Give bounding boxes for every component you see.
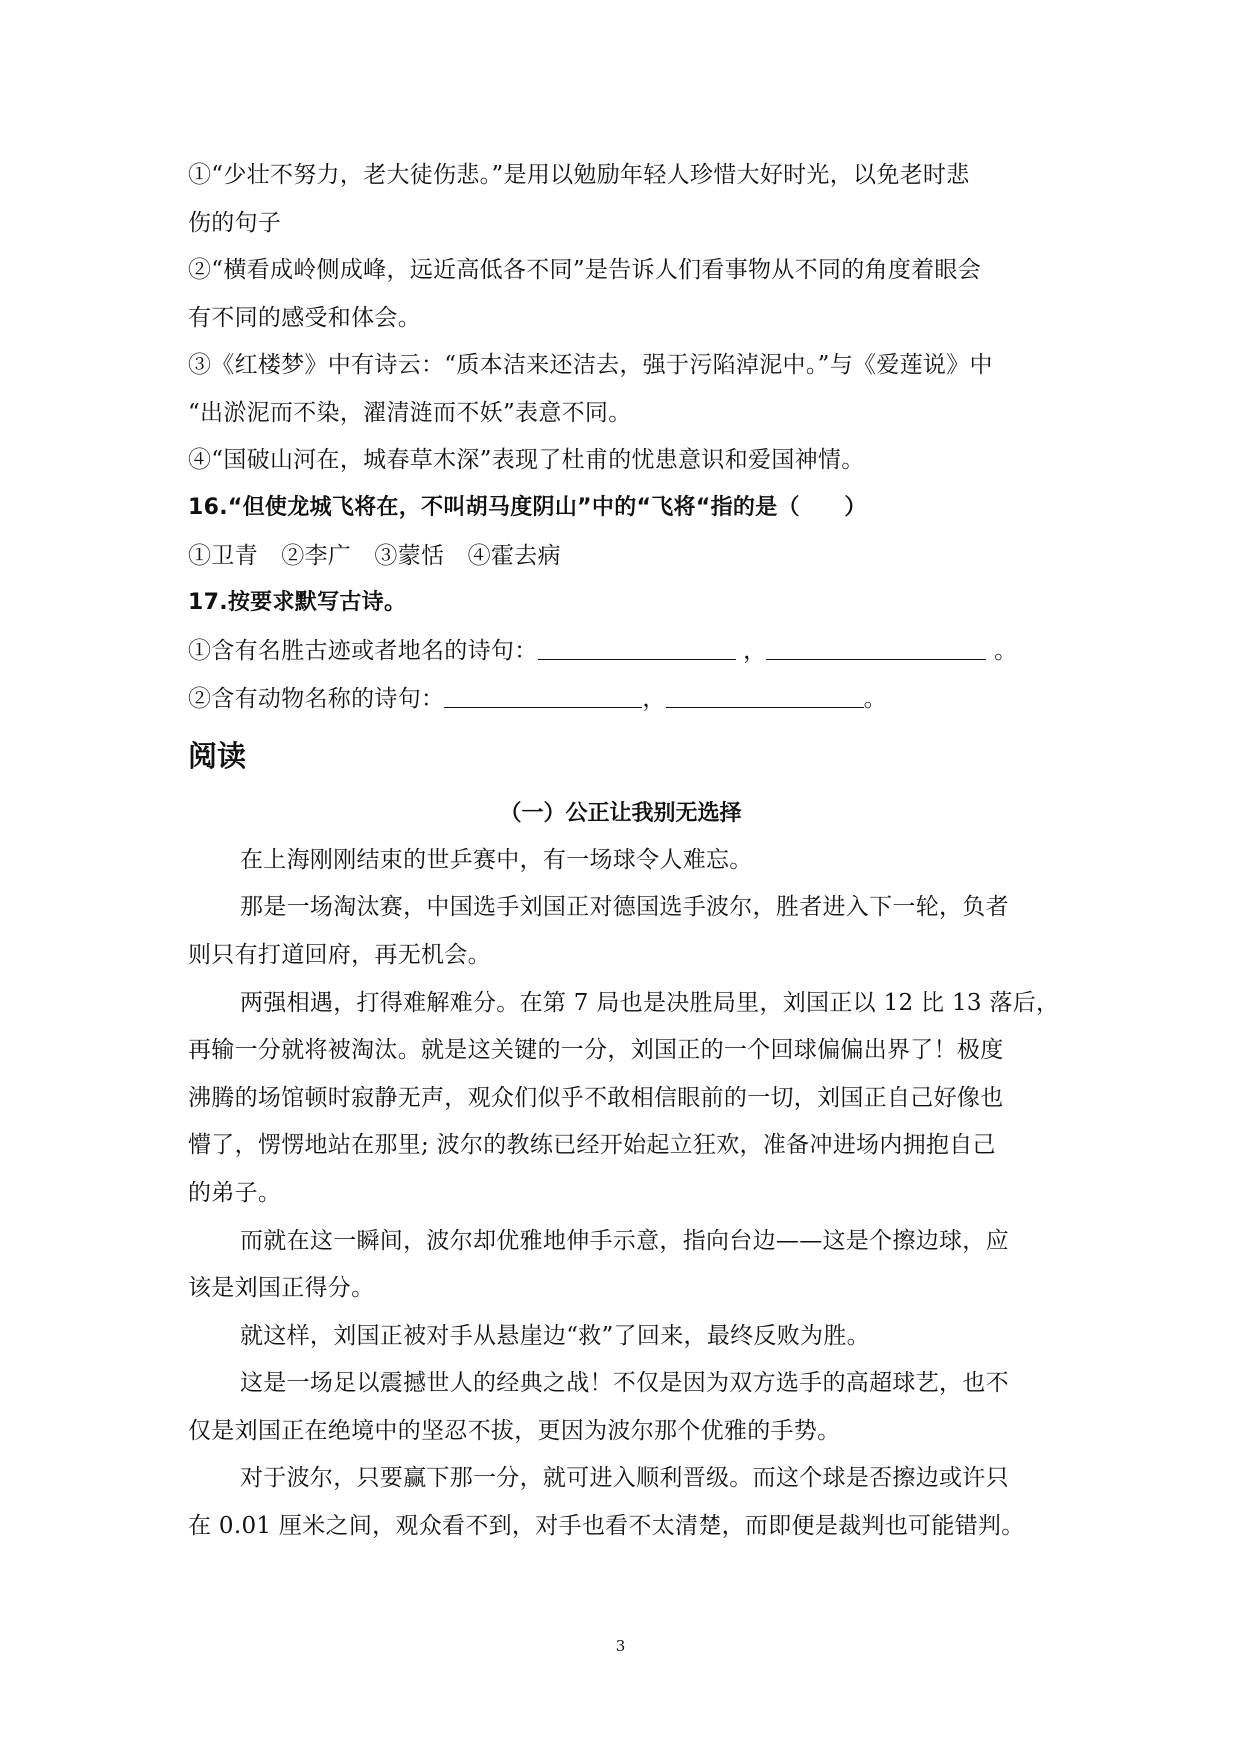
text-line: 有不同的感受和体会。 xyxy=(188,305,421,331)
passage-line: 则只有打道回府，再无机会。 xyxy=(188,942,491,968)
passage-line: 的弟子。 xyxy=(188,1180,282,1206)
item-2-separator: ， xyxy=(642,686,666,712)
question-16-options: ①卫青 ②李广 ③蒙恬 ④霍去病 xyxy=(188,543,561,569)
answer-blank[interactable] xyxy=(766,637,986,660)
item-1-separator: ， xyxy=(743,638,767,664)
text-line: ④“国破山河在，城春草木深”表现了杜甫的忧患意识和爱国神情。 xyxy=(188,447,865,473)
item-1-label: ①含有名胜古迹或者地名的诗句： xyxy=(188,638,538,664)
passage-line: 在 0.01 厘米之间，观众看不到，对手也看不太清楚，而即便是裁判也可能错判。 xyxy=(188,1513,1025,1539)
passage-line: 在上海刚刚结束的世乒赛中，有一场球令人难忘。 xyxy=(240,847,753,873)
item-2-label: ②含有动物名称的诗句： xyxy=(188,686,445,712)
question-16-stem: 16.“但使龙城飞将在，不叫胡马度阴山”中的“飞将“指的是（ ） xyxy=(188,495,867,520)
text-line: ②“横看成岭侧成峰，远近高低各不同”是告诉人们看事物从不同的角度着眼会 xyxy=(188,257,982,283)
text-line: ③《红楼梦》中有诗云：“质本洁来还洁去，强于污陷淖泥中。”与《爱莲说》中 xyxy=(188,352,993,378)
text-line: “出淤泥而不染，濯清涟而不妖”表意不同。 xyxy=(188,400,632,426)
passage-line: 该是刘国正得分。 xyxy=(188,1275,375,1301)
item-1-end: 。 xyxy=(994,638,1018,664)
page-number: 3 xyxy=(615,1637,626,1655)
passage-title: （一）公正让我别无选择 xyxy=(499,801,742,826)
passage-line: 再输一分就将被淘汰。就是这关键的一分，刘国正的一个回球偏偏出界了！极度 xyxy=(188,1037,1004,1063)
answer-blank[interactable] xyxy=(538,637,736,660)
passage-line: 就这样，刘国正被对手从悬崖边“救”了回来，最终反败为胜。 xyxy=(240,1323,870,1349)
passage-line: 两强相遇，打得难解难分。在第 7 局也是决胜局里，刘国正以 12 比 13 落后， xyxy=(240,990,1060,1016)
passage-line: 仅是刘国正在绝境中的坚忍不拔，更因为波尔那个优雅的手势。 xyxy=(188,1418,841,1444)
passage-line: 懵了，愣愣地站在那里; 波尔的教练已经开始起立狂欢，准备冲进场内拥抱自己 xyxy=(188,1132,996,1158)
passage-line: 对于波尔，只要赢下那一分，就可进入顺利晋级。而这个球是否擦边或许只 xyxy=(240,1465,1009,1491)
answer-blank[interactable] xyxy=(666,685,864,708)
passage-line: 那是一场淘汰赛，中国选手刘国正对德国选手波尔，胜者进入下一轮，负者 xyxy=(240,894,1009,920)
question-17-item-1 xyxy=(188,636,1017,666)
passage-line: 沸腾的场馆顿时寂静无声，观众们似乎不敢相信眼前的一切，刘国正自己好像也 xyxy=(188,1085,1004,1111)
passage-line: 这是一场足以震撼世人的经典之战！不仅是因为双方选手的高超球艺，也不 xyxy=(240,1370,1009,1396)
question-17-stem: 17.按要求默写古诗。 xyxy=(188,590,407,615)
text-line: 伤的句子 xyxy=(188,210,282,236)
section-heading: 阅读 xyxy=(188,739,247,773)
question-17-item-2 xyxy=(188,684,887,714)
text-line: ①“少壮不努力，老大徒伤悲。”是用以勉励年轻人珍惜大好时光，以免老时悲 xyxy=(188,162,970,188)
passage-line: 而就在这一瞬间，波尔却优雅地伸手示意，指向台边——这是个擦边球，应 xyxy=(240,1228,1009,1254)
answer-blank[interactable] xyxy=(444,685,642,708)
item-2-end: 。 xyxy=(863,686,887,712)
